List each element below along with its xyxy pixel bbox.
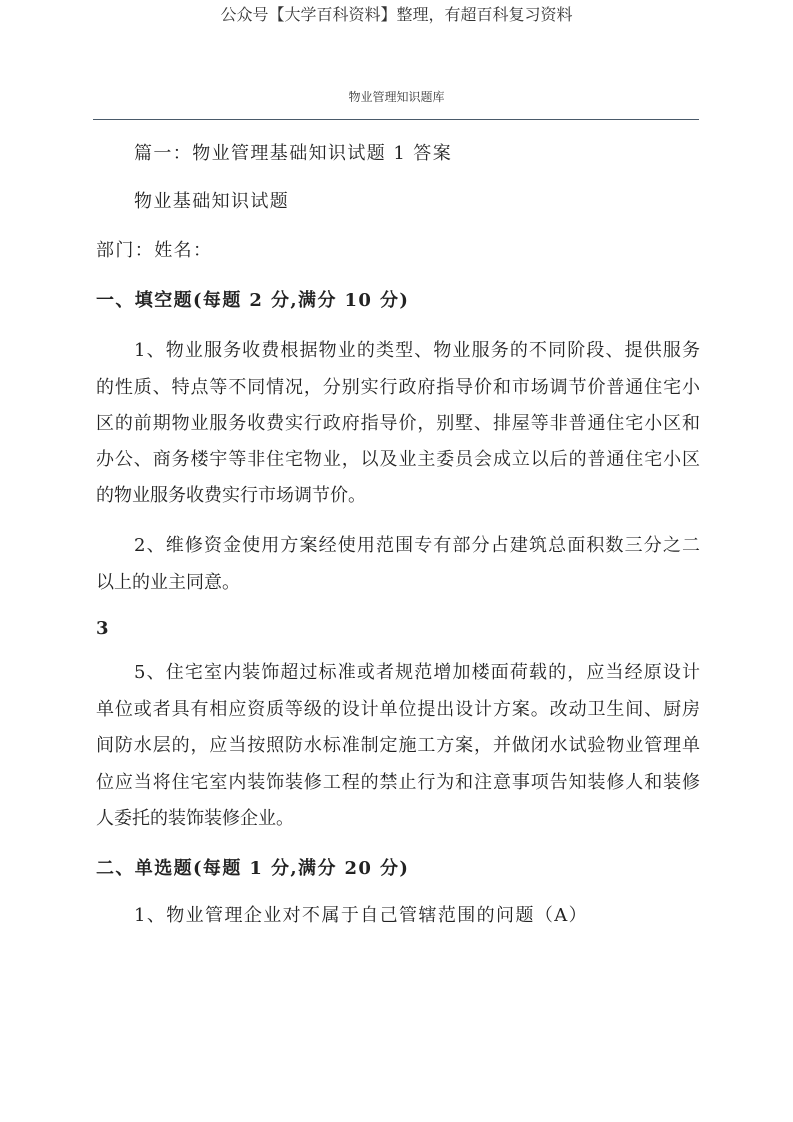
department-name-fields: 部门：姓名：	[96, 240, 213, 261]
q2-line: 2、维修资金使用方案经使用范围专有部分占建筑总面积数三分之二	[134, 535, 700, 556]
q1-line: 办公、商务楼宇等非住宅物业，以及业主委员会成立以后的普通住宅小区	[96, 449, 700, 470]
q5-line: 5、住宅室内装饰超过标准或者规范增加楼面荷载的，应当经原设计	[134, 662, 700, 683]
q5-line: 单位或者具有相应资质等级的设计单位提出设计方案。改动卫生间、厨房	[96, 699, 700, 720]
section1-heading: 一、填空题(每题 2 分,满分 10 分)	[96, 290, 410, 311]
q1-line: 区的前期物业服务收费实行政府指导价，别墅、排屋等非普通住宅小区和	[96, 413, 700, 434]
section2-q1: 1、物业管理企业对不属于自己管辖范围的问题（A）	[134, 905, 589, 926]
q5-line: 间防水层的，应当按照防水标准制定施工方案，并做闭水试验物业管理单	[96, 735, 700, 756]
q1-line: 的性质、特点等不同情况，分别实行政府指导价和市场调节价普通住宅小	[96, 377, 700, 398]
q1-line: 的物业服务收费实行市场调节价。	[96, 485, 366, 506]
document-title: 篇一：物业管理基础知识试题 1 答案	[134, 143, 453, 164]
q5-line: 位应当将住宅室内装饰装修工程的禁止行为和注意事项告知装修人和装修	[96, 772, 700, 793]
q5-line: 人委托的装饰装修企业。	[96, 808, 294, 829]
q3-number: 3	[96, 618, 110, 639]
document-subtitle: 物业基础知识试题	[134, 191, 290, 212]
watermark-header: 公众号【大学百科资料】整理，有超百科复习资料	[220, 5, 573, 24]
running-header: 物业管理知识题库	[348, 90, 445, 104]
header-rule	[93, 119, 699, 120]
section2-heading: 二、单选题(每题 1 分,满分 20 分)	[96, 858, 410, 879]
q1-line: 1、物业服务收费根据物业的类型、物业服务的不同阶段、提供服务	[134, 340, 700, 361]
q2-line: 以上的业主同意。	[96, 572, 240, 593]
